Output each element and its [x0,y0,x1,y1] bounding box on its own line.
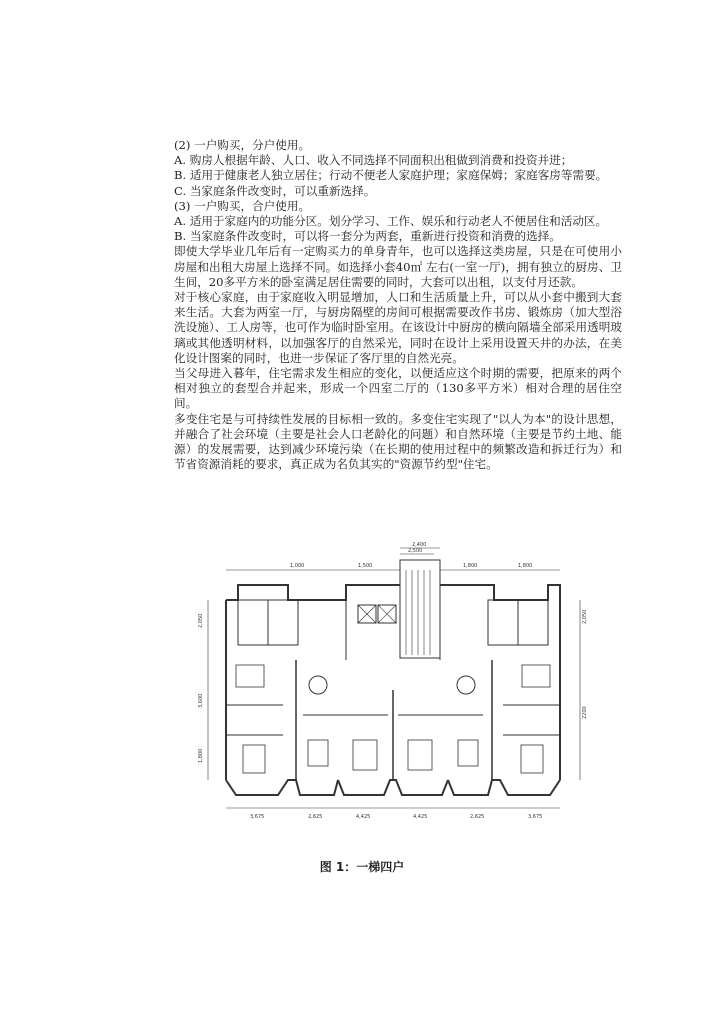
dimension-label: 2200 [582,706,588,719]
dimension-label: 4,425 [356,814,371,820]
dimension-label: 3,600 [198,693,204,708]
figure-caption: 图 1：一梯四户 [319,860,405,874]
dimension-label: 1,800 [198,748,204,763]
floor-plan-drawing [188,540,598,825]
dimension-label: 2,050 [582,609,588,624]
paragraph: 即使大学毕业几年后有一定购买力的单身青年，也可以选择这类房屋，只是在可使用小房屋和出租大房屋上选择不同。如选择小套40㎡ 左右(一室一厅)，拥有独立的厨房、卫生间，20多平方米的卧室满足居住需要的同时，大套可以出租，以支付月还款。 [174,244,622,289]
dimension-label: 2,400 [412,542,427,548]
dimension-label: 3,675 [528,814,543,820]
paragraph: A. 购房人根据年龄、人口、收入不同选择不同面积出租做到消费和投资并进； [174,153,573,168]
paragraph: C. 当家庭条件改变时，可以重新选择。 [174,183,376,198]
paragraph: 多变住宅是与可持续性发展的目标相一致的。多变住宅实现了"以人为本"的设计思想，并融合了社会环境（主要是社会人口老龄化的问题）和自然环境（主要是节约土地、能源）的发展需要，达到减少环境污染（在长期的使用过程中的频繁改造和拆迁行为）和节省资源消耗的要求，真正成为名负其实的"资源节约型"住宅。 [174,411,622,472]
dimension-label: 2,625 [308,814,323,820]
dimension-label: 2,500 [408,548,423,554]
paragraph: B. 当家庭条件改变时，可以将一套分为两套，重新进行投资和消费的选择。 [174,229,561,244]
dimension-label: 2,050 [198,613,204,628]
dimension-label: 1,000 [290,563,305,569]
dimension-label: 4,425 [413,814,428,820]
floor-plan-figure [188,540,598,825]
dimension-label: 3,675 [250,814,265,820]
dimension-label: 1,500 [358,563,373,569]
dimension-label: 1,800 [518,563,533,569]
dimension-label: 1,800 [463,563,478,569]
paragraph: (3) 一户购买，合户使用。 [174,198,311,213]
paragraph: (2) 一户购买，分户使用。 [174,138,311,152]
paragraph: 对于核心家庭，由于家庭收入明显增加，人口和生活质量上升，可以从小套中搬到大套来生活。大套为两室一厅，与厨房隔壁的房间可根据需要改作书房、锻炼房（加大型浴洗设施）、工人房等，也可作为临时卧室用。在该设计中厨房的横向隔墙全部采用透明玻璃或其他透明材料，以加强客厅的自然采光，同时在设计上采用设置天井的办法，在美化设计图案的同时，也进一步保证了客厅里的自然光亮。 [174,290,622,365]
paragraph: A. 适用于家庭内的功能分区。划分学习、工作、娱乐和行动老人不便居住和活动区。 [174,214,608,229]
paragraph: 当父母进入暮年，住宅需求发生相应的变化，以便适应这个时期的需要，把原来的两个相对独立的套型合并起来，形成一个四室二厅的（130多平方米）相对合理的居住空间。 [174,366,622,411]
dimension-label: 2,625 [470,814,485,820]
body-text [174,138,622,472]
paragraph: B. 适用于健康老人独立居住；行动不便老人家庭护理；家庭保姆；家庭客房等需要。 [174,168,608,183]
